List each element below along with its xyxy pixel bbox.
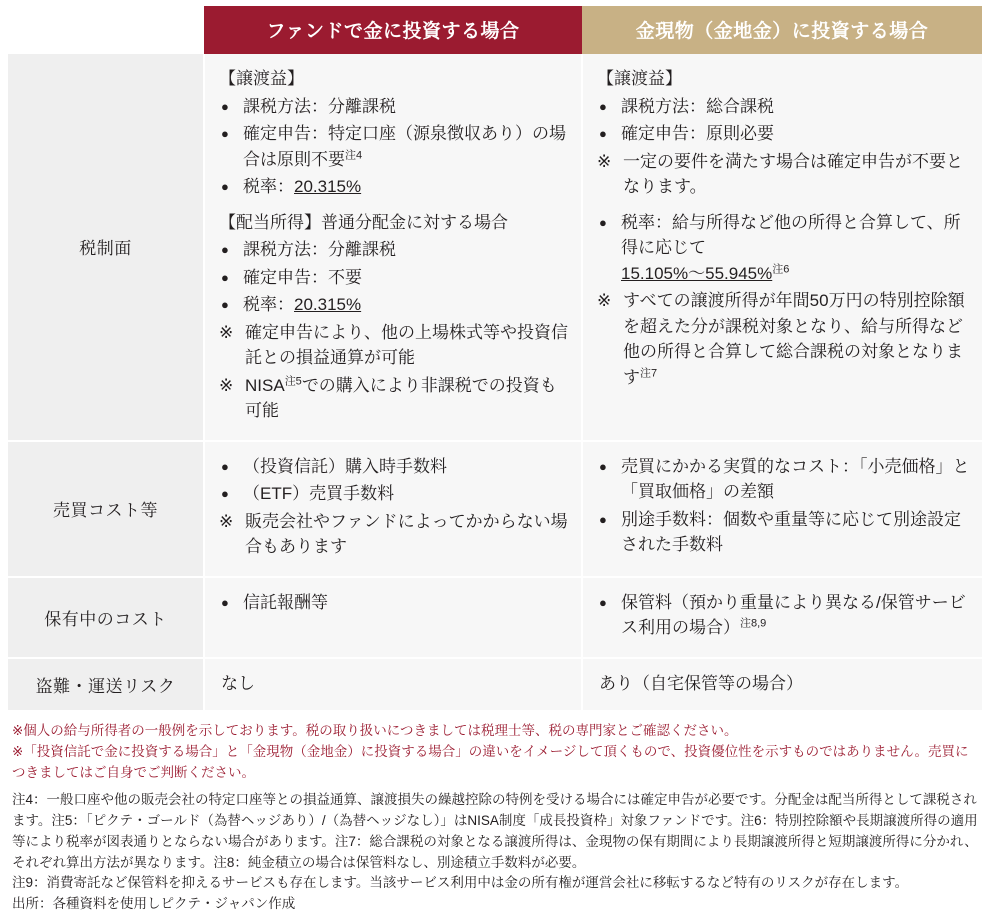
capital-gain-bullets <box>597 94 970 147</box>
note-item <box>597 288 970 390</box>
footnote-red-1: ※個人の給与所得者の一般例を示しております。税の取り扱いにつきましては税理士等、税の専門家とご確認ください。 <box>12 723 738 738</box>
note-item-text: NISA <box>245 375 285 395</box>
table-row <box>8 54 982 441</box>
footnote-marker: 注5 <box>284 374 302 387</box>
row-label-holding-cost: 保有中のコスト <box>8 577 204 658</box>
list-item <box>597 590 970 641</box>
cell-theft-risk-fund <box>204 658 582 712</box>
note-item-rest: での購入により非課税での投資も可能 <box>245 375 557 420</box>
list-item-text: 確定申告：特定口座（源泉徴収あり）の場合は原則不要 <box>243 124 566 169</box>
footnote-marker: 注4 <box>345 148 363 161</box>
cell-tax-fund <box>204 54 582 441</box>
theft-risk-bullion-value: あり（自宅保管等の場合） <box>599 673 803 693</box>
header-blank <box>8 6 204 54</box>
trading-cost-notes-fund <box>219 509 569 560</box>
list-item <box>219 121 569 172</box>
list-item: ● 信託報酬等 <box>219 590 569 616</box>
table-header-row <box>8 6 982 54</box>
cell-holding-cost-fund <box>204 577 582 658</box>
tax-rate-notes <box>597 288 970 390</box>
tax-rate-block-bullion <box>597 210 970 391</box>
holding-cost-bullets-bullion <box>597 590 970 641</box>
capital-gain-block-bullion <box>597 66 970 200</box>
theft-risk-fund-value: なし <box>221 673 255 693</box>
note-item: ※ 一定の要件を満たす場合は確定申告が不要となります。 <box>597 149 970 200</box>
list-item-text: 税率： <box>243 177 294 196</box>
dividend-bullets <box>219 237 569 318</box>
footnote-red-2: ※「投資信託で金に投資する場合」と「金現物（金地金）に投資する場合」の違いをイメージして頂くもので、投資優位性を示すものではありません。売買につきましてはご自身でご判断ください。 <box>12 743 969 780</box>
capital-gain-label: 【譲渡益】 <box>219 69 304 88</box>
cell-trading-cost-bullion <box>582 441 982 577</box>
cell-tax-bullion <box>582 54 982 441</box>
dividend-label: 【配当所得】普通分配金に対する場合 <box>219 212 508 232</box>
footnote-source: 出所：各種資料を使用しピクテ・ジャパン作成 <box>12 896 296 912</box>
header-bullion: 金現物（金地金）に投資する場合 <box>582 6 982 54</box>
list-item-text: 税率： <box>243 295 294 314</box>
list-item: ● 確定申告：不要 <box>219 265 569 291</box>
list-item: ● 別途手数料：個数や重量等に応じて別途設定された手数料 <box>597 507 970 558</box>
table-row <box>8 577 982 658</box>
row-label-tax: 税制面 <box>8 54 204 441</box>
footnote-marker: 注8,9 <box>740 617 767 630</box>
list-item: ● （投資信託）購入時手数料 <box>219 454 569 480</box>
note-item <box>219 373 569 424</box>
list-item: ● 課税方法：分離課税 <box>219 237 569 263</box>
footnote-black-1: 注4：一般口座や他の販売会社の特定口座等との損益通算、譲渡損失の繰越控除の特例を受ける場合には確定申告が必要です。分配金は配当所得として課税されます。注5：「ピクテ・ゴールド（為替ヘッジあり）/（為替ヘッジなし）」はNISA制度「成長投資枠」対象ファンドです。注6：特別控除額や長期譲渡所得の適用等により税率が図表通りとならない場合があります。注7：総合課税の対象となる譲渡所得は、金現物の保有期間により長期譲渡所得と短期譲渡所得に分かれ、それぞれ算出方法が異なります。注8：純金積立の場合は保管料なし、別途積立手数料が必要。 <box>12 791 978 870</box>
list-item: ● 課税方法：分離課税 <box>219 94 569 120</box>
list-item-text: 保管料（預かり重量により異なる/保管サービス利用の場合） <box>621 592 966 637</box>
footnotes <box>12 721 980 915</box>
dividend-block-fund <box>219 210 569 424</box>
comparison-table <box>8 6 982 712</box>
list-item <box>219 292 569 318</box>
list-item: ● 売買にかかる実質的なコスト：「小売価格」と「買取価格」の差額 <box>597 454 970 505</box>
cell-trading-cost-fund <box>204 441 582 577</box>
footnote-marker: 注6 <box>772 262 790 275</box>
capital-gain-notes <box>597 149 970 200</box>
footnote-black-2: 注9：消費寄託など保管料を抑えるサービスも存在します。当該サービス利用中は金の所有権が運営会社に移転するなど特有のリスクが存在します。 <box>12 875 909 891</box>
table-row <box>8 441 982 577</box>
note-item: ※ 販売会社やファンドによってかからない場合もあります <box>219 509 569 560</box>
holding-cost-bullets-fund <box>219 590 569 616</box>
list-item <box>597 210 970 287</box>
note-item-text: すべての譲渡所得が年間50万円の特別控除額を超えた分が課税対象となり、給与所得など他の所得と合算して総合課税の対象となります <box>623 291 965 387</box>
cell-holding-cost-bullion <box>582 577 982 658</box>
list-item <box>219 174 569 200</box>
note-item: ※ 確定申告により、他の上場株式等や投資信託との損益通算が可能 <box>219 320 569 371</box>
list-item: ● 課税方法：総合課税 <box>597 94 970 120</box>
tax-rate-value: 20.315% <box>294 295 362 314</box>
trading-cost-bullets-fund <box>219 454 569 507</box>
cell-theft-risk-bullion <box>582 658 982 712</box>
list-item: ● 確定申告：原則必要 <box>597 121 970 147</box>
row-label-theft-risk: 盗難・運送リスク <box>8 658 204 712</box>
tax-rate-value: 20.315% <box>294 177 362 196</box>
row-label-trading-cost: 売買コスト等 <box>8 441 204 577</box>
list-item-text: 税率：給与所得など他の所得と合算して、所得に応じて <box>621 212 961 257</box>
tax-rate-value: 15.105%〜55.945% <box>621 263 773 283</box>
tax-rate-bullets <box>597 210 970 287</box>
footnote-marker: 注7 <box>640 366 658 379</box>
list-item: ● （ETF）売買手数料 <box>219 481 569 507</box>
header-fund: ファンドで金に投資する場合 <box>204 6 582 54</box>
table-row <box>8 658 982 712</box>
trading-cost-bullets-bullion <box>597 454 970 558</box>
dividend-notes <box>219 320 569 424</box>
capital-gain-block-fund <box>219 66 569 200</box>
capital-gain-label: 【譲渡益】 <box>597 69 682 88</box>
capital-gain-bullets <box>219 94 569 200</box>
